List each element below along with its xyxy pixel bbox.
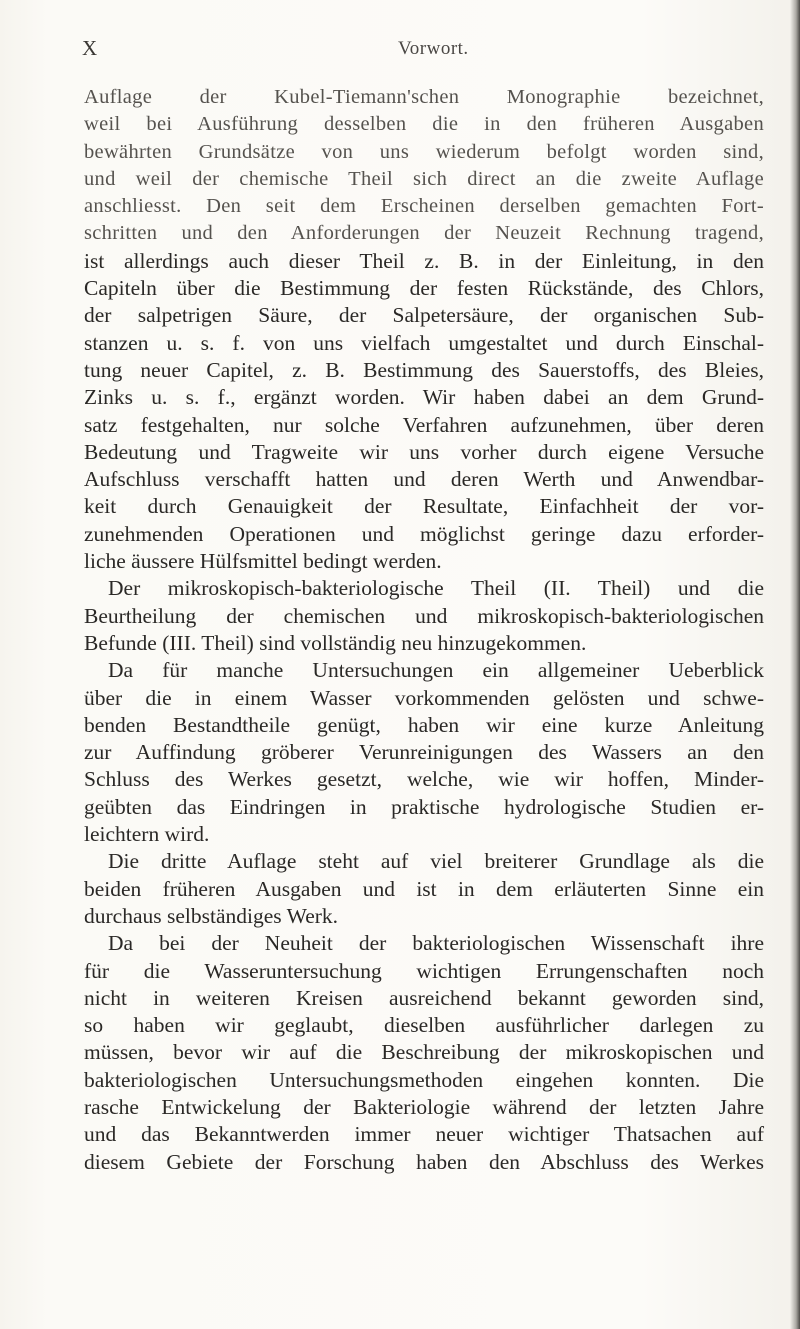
text-line: Befunde (III. Theil) sind vollständig neu hinzugekommen.: [84, 630, 587, 655]
text-line: und das Bekanntwerden immer neuer wichtiger Thatsachen auf: [84, 1122, 764, 1147]
text-line: Beurtheilung der chemischen und mikroskopisch-bakteriologischen: [84, 603, 764, 628]
text-line: keit durch Genauigkeit der Resultate, Einfachheit der vor-: [84, 494, 764, 519]
text-line: Zinks u. s. f., ergänzt worden. Wir haben dabei an dem Grund-: [84, 385, 764, 410]
text-line: geübten das Eindringen in praktische hydrologische Studien er-: [84, 794, 764, 819]
text-line: der salpetrigen Säure, der Salpetersäure, der organischen Sub-: [84, 303, 764, 328]
text-line: zunehmenden Operationen und möglichst geringe dazu erforder-: [84, 521, 764, 546]
text-line: so haben wir geglaubt, dieselben ausführlicher darlegen zu: [84, 1013, 764, 1038]
text-line: durchaus selbständiges Werk.: [84, 903, 339, 928]
text-line: Schluss des Werkes gesetzt, welche, wie wir hoffen, Minder-: [84, 767, 764, 792]
text-line: schritten und den Anforderungen der Neuzeit Rechnung tragend,: [84, 222, 764, 245]
text-line: liche äussere Hülfsmittel bedingt werden.: [84, 549, 442, 574]
text-line: anschliesst. Den seit dem Erscheinen derselben gemachten Fort-: [84, 195, 764, 218]
text-line: Bedeutung und Tragweite wir uns vorher durch eigene Versuche: [84, 439, 764, 464]
text-line: leichtern wird.: [84, 822, 210, 847]
text-line: ist allerdings auch dieser Theil z. B. in der Einleitung, in den: [84, 248, 764, 273]
running-head: Vorwort.: [398, 38, 469, 59]
text-line: bewährten Grundsätze von uns wiederum befolgt worden sind,: [84, 140, 764, 163]
text-line: rasche Entwickelung der Bakteriologie während der letzten Jahre: [84, 1094, 764, 1119]
text-line: weil bei Ausführung desselben die in den früheren Ausgaben: [84, 113, 764, 136]
text-line: Der mikroskopisch-bakteriologische Theil (II. Theil) und die: [108, 576, 764, 601]
text-line: stanzen u. s. f. von uns vielfach umgestaltet und durch Einschal-: [84, 330, 764, 355]
page-edge-shadow: [790, 0, 800, 1329]
text-line: Da für manche Untersuchungen ein allgemeiner Ueberblick: [108, 658, 764, 683]
text-line: beiden früheren Ausgaben und ist in dem erläuterten Sinne ein: [84, 876, 764, 901]
text-line: nicht in weiteren Kreisen ausreichend bekannt geworden sind,: [84, 985, 764, 1010]
text-line: tung neuer Capitel, z. B. Bestimmung des Sauerstoffs, des Bleies,: [84, 357, 764, 382]
text-line: Auflage der Kubel-Tiemann'schen Monographie bezeichnet,: [84, 86, 764, 108]
text-line: über die in einem Wasser vorkommenden gelösten und schwe-: [84, 685, 764, 710]
text-line: und weil der chemische Theil sich direct an die zweite Auflage: [84, 167, 764, 190]
text-line: zur Auffindung gröberer Verunreinigungen des Wassers an den: [84, 740, 764, 765]
text-line: diesem Gebiete der Forschung haben den Abschluss des Werkes: [84, 1149, 764, 1174]
text-line: Aufschluss verschafft hatten und deren Werth und Anwendbar-: [84, 467, 764, 492]
text-line: für die Wasseruntersuchung wichtigen Errungenschaften noch: [84, 958, 764, 983]
page-number: X: [82, 36, 99, 60]
text-line: bakteriologischen Untersuchungsmethoden eingehen konnten. Die: [84, 1067, 764, 1092]
body-text: [84, 84, 764, 1176]
text-line: müssen, bevor wir auf die Beschreibung der mikroskopischen und: [84, 1040, 764, 1065]
page-header: [0, 36, 800, 64]
text-line: Da bei der Neuheit der bakteriologischen Wissenschaft ihre: [108, 931, 764, 956]
text-line: Capiteln über die Bestimmung der festen Rückstände, des Chlors,: [84, 276, 764, 301]
text-line: Die dritte Auflage steht auf viel breiterer Grundlage als die: [108, 849, 764, 874]
text-line: satz festgehalten, nur solche Verfahren aufzunehmen, über deren: [84, 412, 764, 437]
text-line: benden Bestandtheile genügt, haben wir eine kurze Anleitung: [84, 712, 764, 737]
